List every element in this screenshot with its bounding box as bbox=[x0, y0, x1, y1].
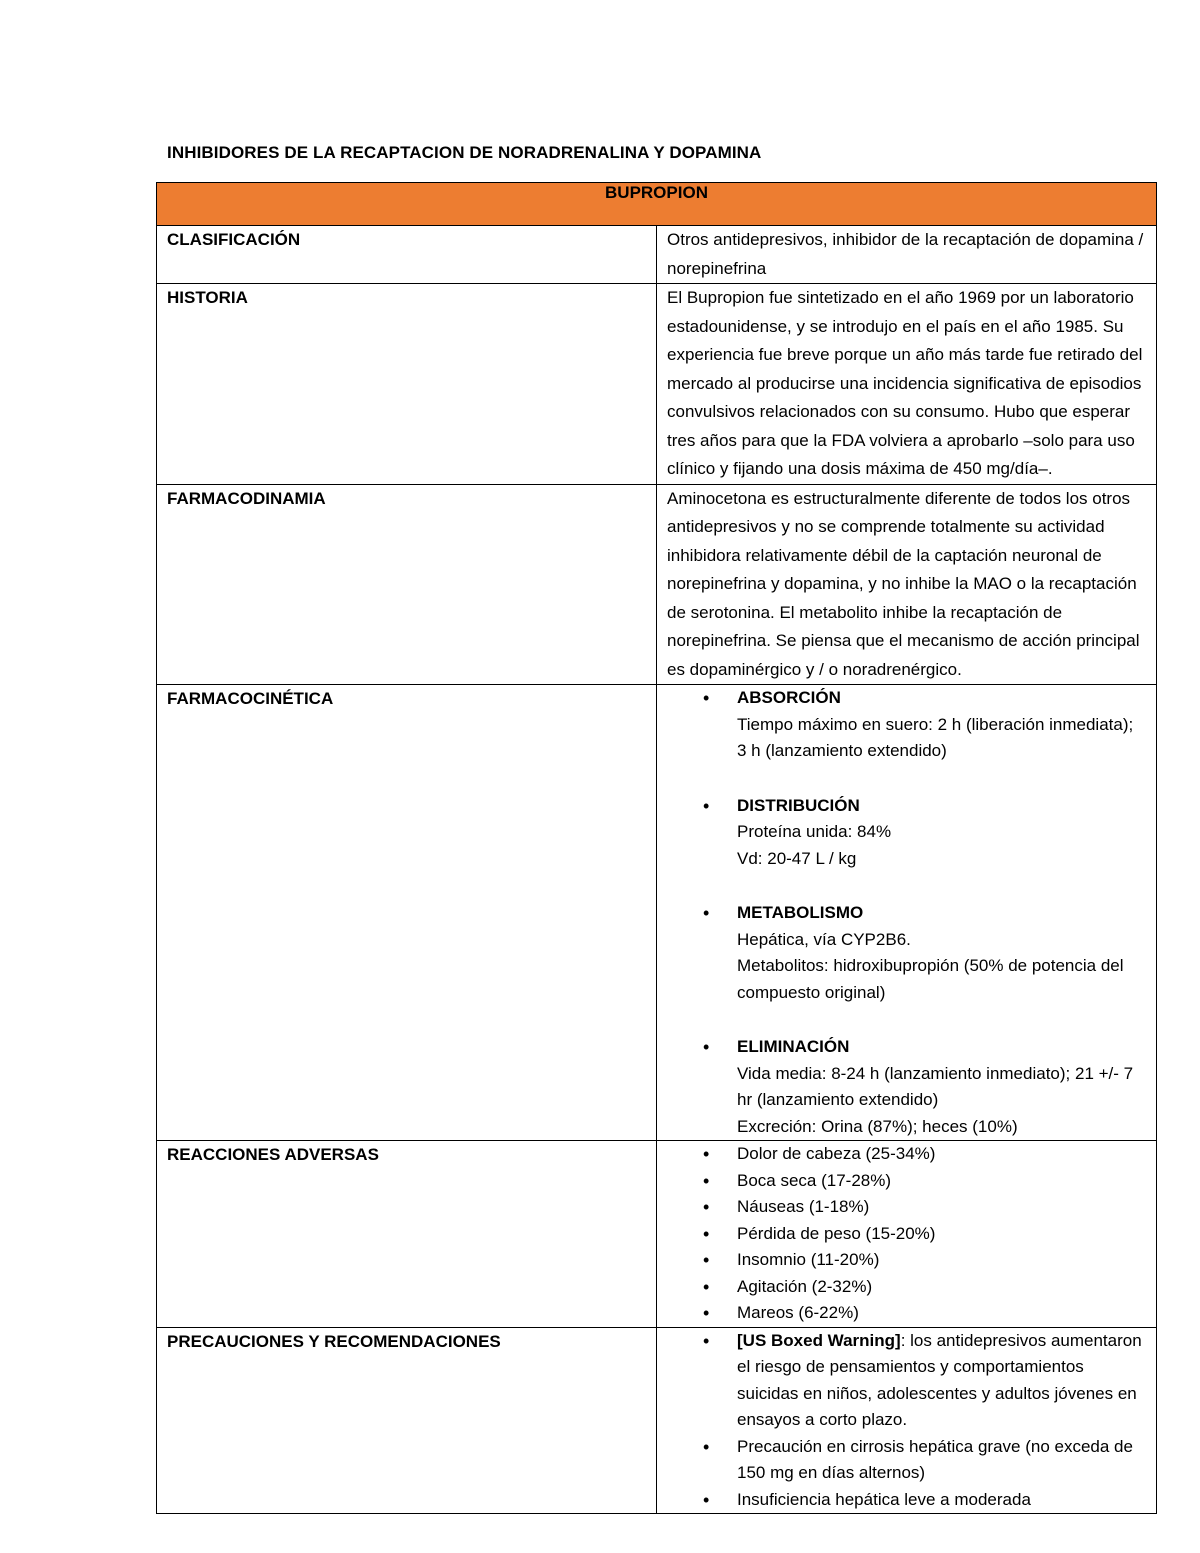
list-item: • Náuseas (1-18%) bbox=[667, 1194, 1146, 1221]
bullet-icon: • bbox=[703, 1197, 710, 1217]
table-row bbox=[157, 1327, 1157, 1514]
table-row bbox=[157, 284, 1157, 485]
list-item: • Pérdida de peso (15-20%) bbox=[667, 1221, 1146, 1248]
row-value-historia: El Bupropion fue sintetizado en el año 1969 por un laboratorio estadounidense, y se introdujo en el país en el año 1985. Su experiencia fue breve porque un año más tarde fue retirado del mercado al producirse una incidencia significativa de episodios convulsivos relacionados con su consumo. Hubo que esperar tres años para que la FDA volviera a aprobarlo –solo para uso clínico y fijando una dosis máxima de 450 mg/día–. bbox=[657, 284, 1157, 485]
row-value-farmacocinetica bbox=[657, 685, 1157, 1141]
pk-section-name: METABOLISMO bbox=[737, 903, 864, 922]
bullet-icon: • bbox=[703, 688, 710, 708]
list-item bbox=[667, 1034, 1146, 1140]
bullet-icon: • bbox=[703, 1489, 710, 1510]
table-row bbox=[157, 1141, 1157, 1328]
list-item bbox=[667, 1328, 1146, 1434]
pk-section-line: Proteína unida: 84% bbox=[737, 822, 892, 841]
pk-section-line: Hepática, vía CYP2B6. bbox=[737, 929, 911, 949]
bullet-icon: • bbox=[703, 1436, 710, 1457]
pk-section-line: Metabolitos: hidroxibupropión (50% de potencia del compuesto original) bbox=[737, 956, 1124, 1002]
bullet-icon: • bbox=[703, 795, 710, 816]
list-item: • Dolor de cabeza (25-34%) bbox=[667, 1141, 1146, 1168]
bullet-icon: • bbox=[703, 1170, 710, 1191]
drug-name-header: BUPROPION bbox=[157, 183, 1157, 226]
bullet-icon: • bbox=[703, 1303, 710, 1323]
list-item bbox=[667, 685, 1146, 793]
pk-sections-list bbox=[667, 685, 1146, 1140]
pk-section-line: Tiempo máximo en suero: 2 h (liberación inmediata); 3 h (lanzamiento extendido) bbox=[737, 714, 1134, 760]
table-row bbox=[157, 226, 1157, 284]
pk-section-line: Vida media: 8-24 h (lanzamiento inmediato); 21 +/- 7 hr (lanzamiento extendido) bbox=[737, 1063, 1134, 1109]
pk-section-name: DISTRIBUCIÓN bbox=[737, 795, 860, 815]
table-header-row bbox=[157, 183, 1157, 226]
adverse-reactions-list bbox=[667, 1141, 1146, 1327]
row-value-reacciones bbox=[657, 1141, 1157, 1328]
list-item: • Precaución en cirrosis hepática grave (no exceda de 150 mg en días alternos) bbox=[667, 1434, 1146, 1487]
pk-section-name: ABSORCIÓN bbox=[737, 688, 841, 707]
list-item bbox=[667, 793, 1146, 901]
bullet-icon: • bbox=[703, 1144, 710, 1164]
boxed-warning-text: : los antidepresivos aumentaron el riesgo de pensamientos y comportamientos suicidas en niños, adolescentes y adultos jóvenes en ensayos a corto plazo. bbox=[737, 1330, 1142, 1429]
drug-info-table bbox=[156, 182, 1157, 1514]
row-value-precauciones bbox=[657, 1327, 1157, 1514]
row-label-reacciones: REACCIONES ADVERSAS bbox=[157, 1141, 657, 1328]
row-value-farmacodinamia: Aminocetona es estructuralmente diferente de todos los otros antidepresivos y no se comprende totalmente su actividad inhibidora relativamente débil de la captación neuronal de norepinefrina y dopamina, y no inhibe la MAO o la recaptación de serotonina. El metabolito inhibe la recaptación de norepinefrina. Se piensa que el mecanismo de acción principal es dopaminérgico y / o noradrenérgico. bbox=[657, 484, 1157, 685]
bullet-icon: • bbox=[703, 1037, 710, 1057]
boxed-warning-label: [US Boxed Warning] bbox=[737, 1330, 901, 1350]
row-label-farmacodinamia: FARMACODINAMIA bbox=[157, 484, 657, 685]
row-value-clasificacion: Otros antidepresivos, inhibidor de la recaptación de dopamina / norepinefrina bbox=[657, 226, 1157, 284]
bullet-icon: • bbox=[703, 1223, 710, 1244]
table-row bbox=[157, 685, 1157, 1141]
bullet-icon: • bbox=[703, 903, 710, 923]
pk-section-name: ELIMINACIÓN bbox=[737, 1037, 850, 1056]
row-label-historia: HISTORIA bbox=[157, 284, 657, 485]
row-label-precauciones: PRECAUCIONES Y RECOMENDACIONES bbox=[157, 1327, 657, 1514]
document-title: INHIBIDORES DE LA RECAPTACION DE NORADRENALINA Y DOPAMINA bbox=[167, 143, 762, 162]
row-label-clasificacion: CLASIFICACIÓN bbox=[157, 226, 657, 284]
list-item: • Boca seca (17-28%) bbox=[667, 1168, 1146, 1195]
precautions-list bbox=[667, 1328, 1146, 1514]
bullet-icon: • bbox=[703, 1250, 710, 1270]
pk-section-line: Vd: 20-47 L / kg bbox=[737, 848, 857, 868]
bullet-icon: • bbox=[703, 1276, 710, 1297]
table-row bbox=[157, 484, 1157, 685]
list-item bbox=[667, 900, 1146, 1034]
bullet-icon: • bbox=[703, 1330, 710, 1351]
list-item: • Insomnio (11-20%) bbox=[667, 1247, 1146, 1274]
row-label-farmacocinetica: FARMACOCINÉTICA bbox=[157, 685, 657, 1141]
list-item: • Agitación (2-32%) bbox=[667, 1274, 1146, 1301]
pk-section-line: Excreción: Orina (87%); heces (10%) bbox=[737, 1116, 1018, 1136]
list-item: • Insuficiencia hepática leve a moderada bbox=[667, 1487, 1146, 1514]
list-item: • Mareos (6-22%) bbox=[667, 1300, 1146, 1327]
